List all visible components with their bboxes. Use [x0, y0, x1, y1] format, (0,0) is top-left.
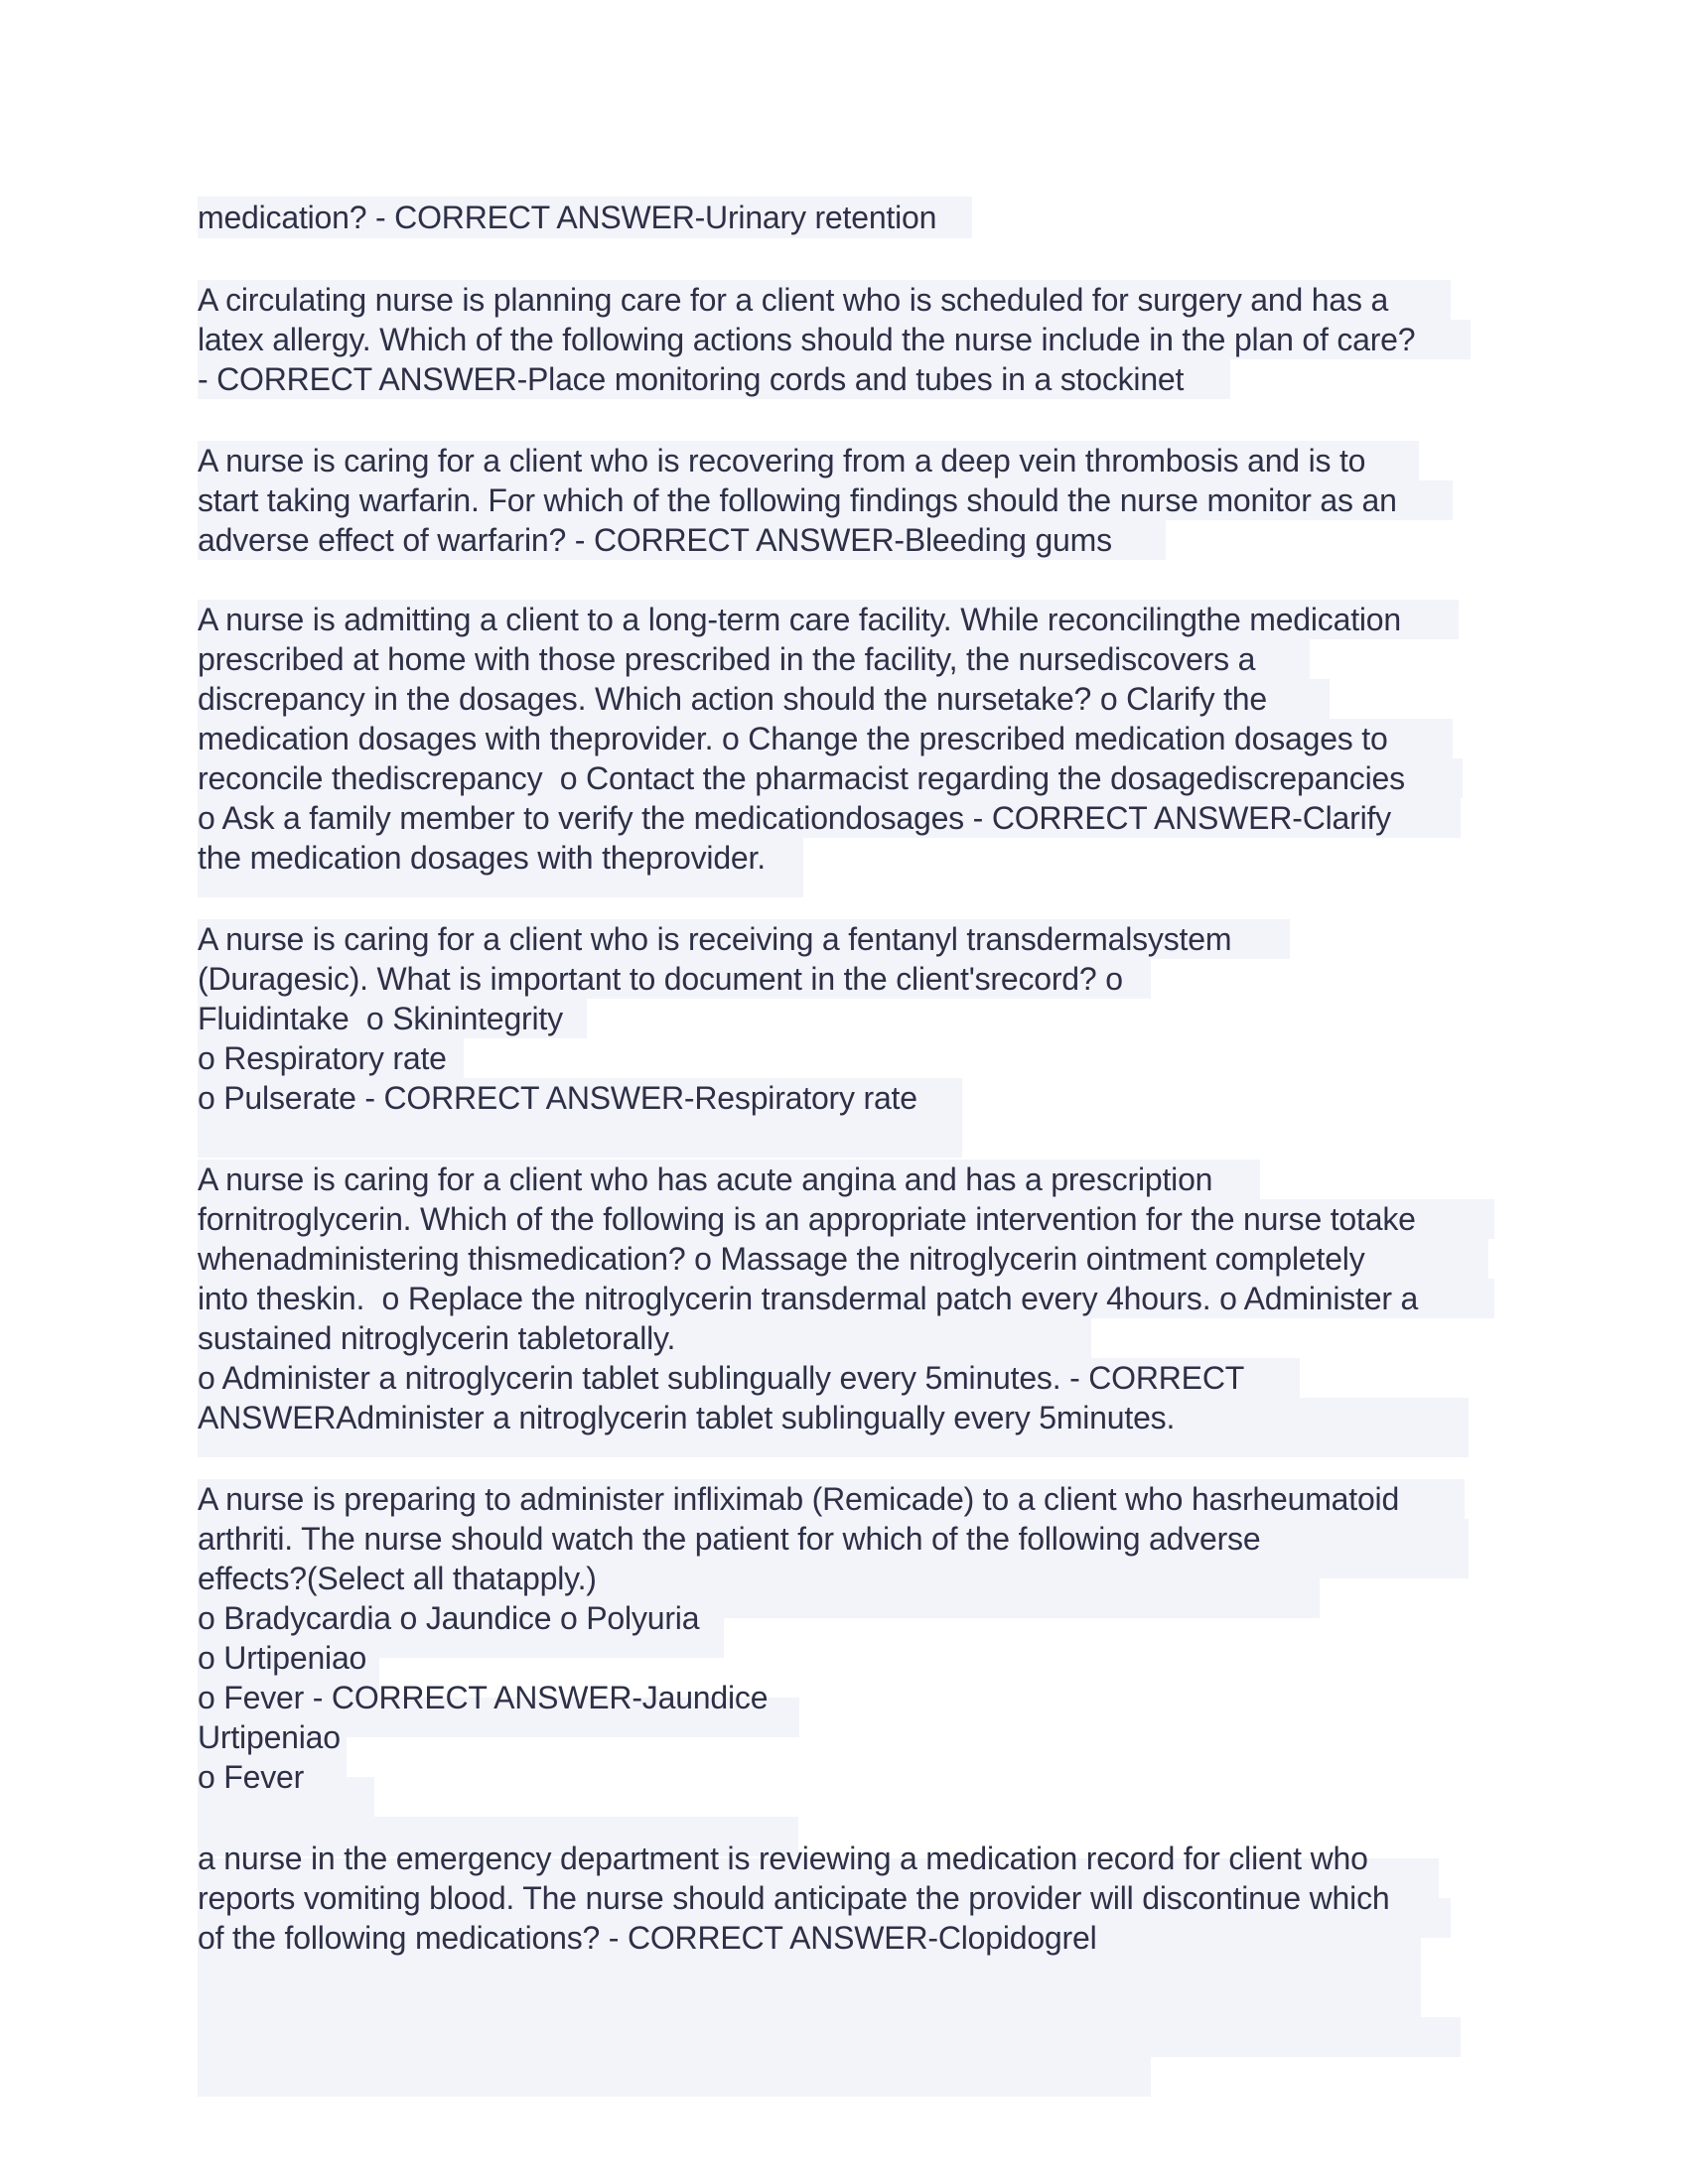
text-line: o Bradycardia o Jaundice o Polyuria	[198, 1600, 700, 1636]
text-line: o Ask a family member to verify the medicationdosages - CORRECT ANSWER-Clarify	[198, 800, 1391, 836]
text-line: (Duragesic). What is important to document in the client'srecord? o	[198, 961, 1123, 997]
text-line: A nurse is caring for a client who is receiving a fentanyl transdermalsystem	[198, 921, 1232, 957]
text-line: Urtipeniao	[198, 1719, 341, 1755]
text-line: the medication dosages with theprovider.	[198, 840, 766, 876]
text-line: start taking warfarin. For which of the following findings should the nurse monitor as an	[198, 482, 1397, 518]
text-line: fornitroglycerin. Which of the following is an appropriate intervention for the nurse totake	[198, 1201, 1416, 1237]
text-line: adverse effect of warfarin? - CORRECT ANSWER-Bleeding gums	[198, 522, 1112, 558]
text-line: latex allergy. Which of the following actions should the nurse include in the plan of care?	[198, 322, 1416, 357]
text-line: o Pulserate - CORRECT ANSWER-Respiratory rate	[198, 1080, 917, 1116]
text-line: A circulating nurse is planning care for a client who is scheduled for surgery and has a	[198, 282, 1389, 318]
text-line: o Administer a nitroglycerin tablet sublingually every 5minutes. - CORRECT	[198, 1360, 1245, 1396]
text-line: A nurse is caring for a client who has acute angina and has a prescription	[198, 1161, 1213, 1197]
text-line: A nurse is preparing to administer infliximab (Remicade) to a client who hasrheumatoid	[198, 1481, 1400, 1517]
text-line: A nurse is admitting a client to a long-term care facility. While reconcilingthe medication	[198, 602, 1401, 637]
text-line: A nurse is caring for a client who is recovering from a deep vein thrombosis and is to	[198, 443, 1366, 478]
text-line: whenadministering thismedication? o Massage the nitroglycerin ointment completely	[198, 1241, 1365, 1277]
text-line: o Respiratory rate	[198, 1040, 447, 1076]
text-line: o Fever	[198, 1759, 305, 1795]
text-highlight	[198, 1978, 1421, 2017]
text-line: of the following medications? - CORRECT ANSWER-Clopidogrel	[198, 1920, 1097, 1956]
text-highlight	[198, 2057, 1151, 2097]
text-line: Fluidintake o Skinintegrity	[198, 1001, 563, 1036]
text-line: reports vomiting blood. The nurse should anticipate the provider will discontinue which	[198, 1880, 1390, 1916]
text-line: reconcile thediscrepancy o Contact the pharmacist regarding the dosagediscrepancies	[198, 760, 1405, 796]
text-line: - CORRECT ANSWER-Place monitoring cords and tubes in a stockinet	[198, 361, 1185, 397]
text-line: discrepancy in the dosages. Which action should the nursetake? o Clarify the	[198, 681, 1267, 717]
text-highlight	[198, 2017, 1461, 2057]
text-line: a nurse in the emergency department is reviewing a medication record for client who	[198, 1841, 1368, 1876]
text-line: o Fever - CORRECT ANSWER-Jaundice	[198, 1680, 769, 1715]
text-line: effects?(Select all thatapply.)	[198, 1561, 597, 1596]
text-line: prescribed at home with those prescribed in the facility, the nursediscovers a	[198, 641, 1256, 677]
text-line: into theskin. o Replace the nitroglycerin transdermal patch every 4hours. o Administer a	[198, 1281, 1419, 1316]
text-line: arthriti. The nurse should watch the patient for which of the following adverse	[198, 1521, 1261, 1557]
text-line: sustained nitroglycerin tabletorally.	[198, 1320, 676, 1356]
text-line: medication? - CORRECT ANSWER-Urinary retention	[198, 200, 937, 235]
text-line: medication dosages with theprovider. o Change the prescribed medication dosages to	[198, 721, 1388, 756]
text-line: ANSWERAdminister a nitroglycerin tablet sublingually every 5minutes.	[198, 1400, 1176, 1435]
text-line: o Urtipeniao	[198, 1640, 367, 1676]
